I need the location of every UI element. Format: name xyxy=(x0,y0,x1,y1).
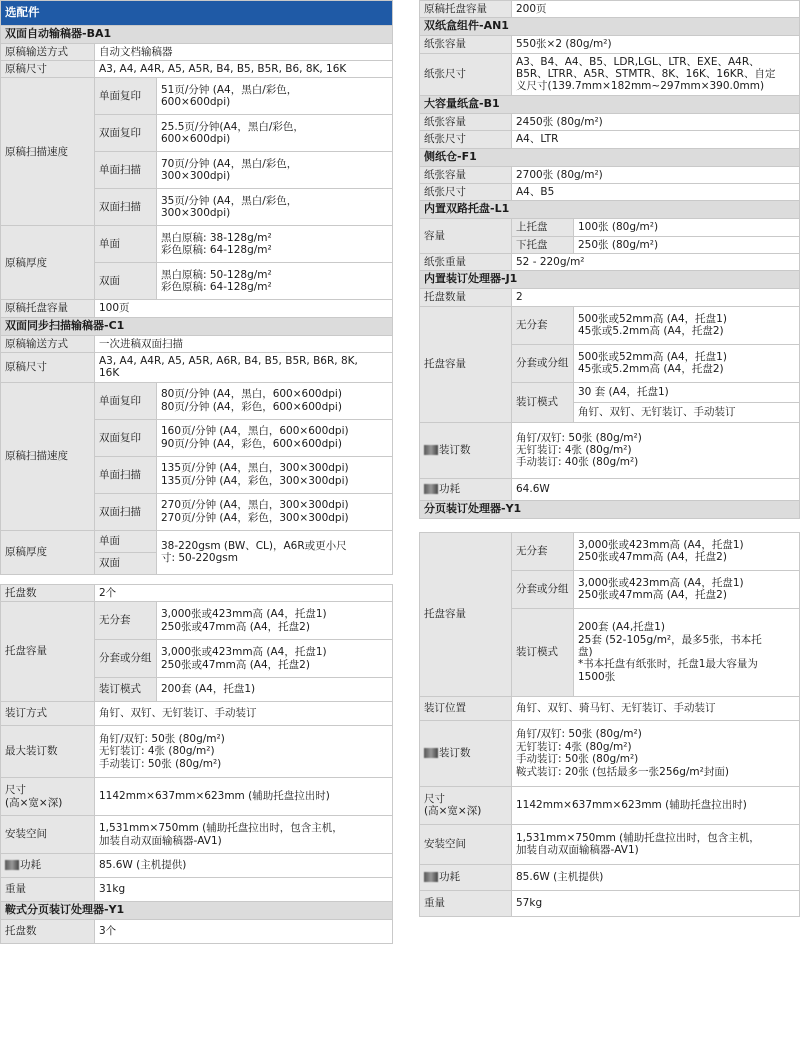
c1-thickness-mode: 单面 xyxy=(95,530,157,552)
finisher-max-staple-label: 最大装订数 xyxy=(1,726,95,778)
ba1-size-value: A3, A4, A4R, A5, A5R, B4, B5, B5R, B6, 8K, 16K xyxy=(95,60,393,77)
l1-weight-label: 纸张重量 xyxy=(420,254,512,271)
y1-weight-label: 重量 xyxy=(420,890,512,916)
y1-power-value: 85.6W (主机提供) xyxy=(512,864,800,890)
ba1-speed-value: 25.5页/分钟(A4，黑白/彩色， 600×600dpi) xyxy=(157,115,393,152)
section-ba1-heading: 双面自动输稿器-BA1 xyxy=(1,25,393,43)
section-f1-heading: 侧纸仓-F1 xyxy=(420,148,800,166)
b1-capacity-label: 纸张容量 xyxy=(420,113,512,130)
an1-size-value: A3、B4、A4、B5、LDR,LGL、LTR、EXE、A4R、 B5R、LTRR、A5R、STMTR、8K、16K、16KR、自定 义尺寸(139.7mm×182mm~297mm×390.0mm) xyxy=(512,53,800,95)
y1-space-value: 1,531mm×750mm (辅助托盘拉出时，包含主机， 加装自动双面输稿器-AV1) xyxy=(512,824,800,864)
redacted-mark xyxy=(424,484,438,494)
c1-thickness-label: 原稿厚度 xyxy=(1,530,95,574)
finisher-trays-label: 托盘数 xyxy=(1,584,95,601)
section-c1-heading: 双面同步扫描输稿器-C1 xyxy=(1,317,393,335)
c1-thickness-value: 38-220gsm (BW、CL)，A6R或更小尺 寸: 50-220gsm xyxy=(157,530,393,574)
finisher-capacity-label: 托盘容量 xyxy=(1,602,95,702)
ba1-size-label: 原稿尺寸 xyxy=(1,60,95,77)
redacted-mark xyxy=(424,748,438,758)
finisher-dimensions-label: 尺寸 (高×宽×深) xyxy=(1,778,95,816)
an1-size-label: 纸张尺寸 xyxy=(420,53,512,95)
y1-capacity-value: 3,000张或423mm高 (A4，托盘1) 250张或47mm高 (A4，托盘2) xyxy=(574,532,800,570)
finisher-capacity-value: 3,000张或423mm高 (A4，托盘1) 250张或47mm高 (A4，托盘2) xyxy=(157,640,393,678)
right-spec-table xyxy=(419,0,800,917)
ba1-speed-value: 70页/分钟 (A4，黑白/彩色， 300×300dpi) xyxy=(157,152,393,189)
j1-capacity-value: 30 套 (A4，托盘1) xyxy=(574,382,800,402)
section-saddle-heading: 鞍式分页装订处理器-Y1 xyxy=(1,902,393,920)
y1-capacity-mode: 无分套 xyxy=(512,532,574,570)
section-y1-heading: 分页装订处理器-Y1 xyxy=(420,500,800,518)
c1-speed-value: 80页/分钟 (A4，黑白，600×600dpi) 80页/分钟 (A4，彩色，600×600dpi) xyxy=(157,382,393,419)
finisher-staple-value: 角钉、双钉、无钉装订、手动装订 xyxy=(95,702,393,726)
finisher-trays-value: 2个 xyxy=(95,584,393,601)
finisher-power-label: 功耗 xyxy=(1,854,95,878)
f1-size-label: 纸张尺寸 xyxy=(420,183,512,200)
an1-capacity-value: 550张×2 (80g/m²) xyxy=(512,36,800,53)
j1-power-label: 功耗 xyxy=(420,478,512,500)
y1-capacity-mode: 分套或分组 xyxy=(512,570,574,608)
c1-speed-mode: 双面扫描 xyxy=(95,493,157,530)
ba1-speed-mode: 单面复印 xyxy=(95,78,157,115)
finisher-weight-value: 31kg xyxy=(95,878,393,902)
top-tray-value: 200页 xyxy=(512,1,800,18)
right-column xyxy=(419,0,800,917)
y1-max-staple-label: 装订数 xyxy=(420,720,512,786)
y1-dimensions-label: 尺寸 (高×宽×深) xyxy=(420,786,512,824)
y1-capacity-value: 3,000张或423mm高 (A4，托盘1) 250张或47mm高 (A4，托盘2) xyxy=(574,570,800,608)
left-spec-table xyxy=(0,0,393,944)
c1-thickness-mode: 双面 xyxy=(95,552,157,574)
c1-feed-value: 一次进稿双面扫描 xyxy=(95,335,393,352)
finisher-capacity-mode: 装订模式 xyxy=(95,678,157,702)
j1-trays-label: 托盘数量 xyxy=(420,289,512,306)
finisher-space-label: 安装空间 xyxy=(1,816,95,854)
j1-trays-value: 2 xyxy=(512,289,800,306)
j1-max-staple-label: 装订数 xyxy=(420,422,512,478)
finisher-power-value: 85.6W (主机提供) xyxy=(95,854,393,878)
ba1-thickness-label: 原稿厚度 xyxy=(1,226,95,300)
saddle-trays-label: 托盘数 xyxy=(1,920,95,944)
redacted-mark xyxy=(424,872,438,882)
ba1-feed-label: 原稿输送方式 xyxy=(1,43,95,60)
options-title: 选配件 xyxy=(1,1,393,26)
j1-capacity-mode: 分套或分组 xyxy=(512,344,574,382)
section-l1-heading: 内置双路托盘-L1 xyxy=(420,201,800,219)
ba1-thickness-value: 黑白原稿: 50-128g/m² 彩色原稿: 64-128g/m² xyxy=(157,263,393,300)
y1-capacity-label: 托盘容量 xyxy=(420,532,512,696)
c1-speed-value: 270页/分钟 (A4，黑白，300×300dpi) 270页/分钟 (A4，彩色，300×300dpi) xyxy=(157,493,393,530)
ba1-thickness-mode: 双面 xyxy=(95,263,157,300)
c1-speed-value: 135页/分钟 (A4，黑白，300×300dpi) 135页/分钟 (A4，彩色，300×300dpi) xyxy=(157,456,393,493)
c1-feed-label: 原稿输送方式 xyxy=(1,335,95,352)
finisher-capacity-mode: 无分套 xyxy=(95,602,157,640)
f1-capacity-label: 纸张容量 xyxy=(420,166,512,183)
y1-power-label: 功耗 xyxy=(420,864,512,890)
l1-weight-value: 52 - 220g/m² xyxy=(512,254,800,271)
y1-capacity-mode: 装订模式 xyxy=(512,608,574,696)
l1-capacity-mode: 下托盘 xyxy=(512,236,574,253)
b1-size-label: 纸张尺寸 xyxy=(420,131,512,148)
y1-position-label: 装订位置 xyxy=(420,696,512,720)
top-tray-label: 原稿托盘容量 xyxy=(420,1,512,18)
y1-capacity-value: 200套 (A4,托盘1) 25套 (52-105g/m²，最多5张，书本托 盘) *书本托盘有纸张时，托盘1最大容量为 1500张 xyxy=(574,608,800,696)
section-an1-heading: 双纸盒组件-AN1 xyxy=(420,18,800,36)
c1-speed-label: 原稿扫描速度 xyxy=(1,382,95,530)
j1-capacity-mode: 装订模式 xyxy=(512,382,574,422)
l1-capacity-value: 100张 (80g/m²) xyxy=(574,219,800,236)
ba1-tray-value: 100页 xyxy=(95,300,393,317)
y1-position-value: 角钉、双钉、骑马钉、无钉装订、手动装订 xyxy=(512,696,800,720)
finisher-capacity-value: 200套 (A4，托盘1) xyxy=(157,678,393,702)
an1-capacity-label: 纸张容量 xyxy=(420,36,512,53)
ba1-tray-label: 原稿托盘容量 xyxy=(1,300,95,317)
j1-capacity-value: 500张或52mm高 (A4，托盘1) 45张或5.2mm高 (A4，托盘2) xyxy=(574,344,800,382)
j1-max-staple-value: 角钉/双钉: 50张 (80g/m²) 无钉装订: 4张 (80g/m²) 手动装订: 40张 (80g/m²) xyxy=(512,422,800,478)
ba1-speed-mode: 单面扫描 xyxy=(95,152,157,189)
c1-speed-value: 160页/分钟 (A4，黑白，600×600dpi) 90页/分钟 (A4，彩色，600×600dpi) xyxy=(157,419,393,456)
redacted-mark xyxy=(424,445,438,455)
y1-space-label: 安装空间 xyxy=(420,824,512,864)
ba1-speed-mode: 双面复印 xyxy=(95,115,157,152)
finisher-staple-label: 装订方式 xyxy=(1,702,95,726)
section-b1-heading: 大容量纸盒-B1 xyxy=(420,95,800,113)
c1-size-label: 原稿尺寸 xyxy=(1,353,95,383)
c1-speed-mode: 单面复印 xyxy=(95,382,157,419)
ba1-speed-mode: 双面扫描 xyxy=(95,189,157,226)
ba1-feed-value: 自动文档输稿器 xyxy=(95,43,393,60)
redacted-mark xyxy=(5,860,19,870)
j1-capacity-label: 托盘容量 xyxy=(420,306,512,422)
y1-dimensions-value: 1142mm×637mm×623mm (辅助托盘拉出时) xyxy=(512,786,800,824)
ba1-thickness-mode: 单面 xyxy=(95,226,157,263)
j1-capacity-value: 500张或52mm高 (A4，托盘1) 45张或5.2mm高 (A4，托盘2) xyxy=(574,306,800,344)
finisher-capacity-mode: 分套或分组 xyxy=(95,640,157,678)
section-j1-heading: 内置装订处理器-J1 xyxy=(420,271,800,289)
f1-capacity-value: 2700张 (80g/m²) xyxy=(512,166,800,183)
j1-capacity-mode: 无分套 xyxy=(512,306,574,344)
saddle-trays-value: 3个 xyxy=(95,920,393,944)
c1-speed-mode: 双面复印 xyxy=(95,419,157,456)
c1-size-value: A3, A4, A4R, A5, A5R, A6R, B4, B5, B5R, B6R, 8K, 16K xyxy=(95,353,393,383)
b1-capacity-value: 2450张 (80g/m²) xyxy=(512,113,800,130)
y1-max-staple-value: 角钉/双钉: 50张 (80g/m²) 无钉装订: 4张 (80g/m²) 手动装订: 50张 (80g/m²) 鞍式装订: 20张 (包括最多一张256g/m²封面) xyxy=(512,720,800,786)
ba1-thickness-value: 黑白原稿: 38-128g/m² 彩色原稿: 64-128g/m² xyxy=(157,226,393,263)
b1-size-value: A4、LTR xyxy=(512,131,800,148)
y1-weight-value: 57kg xyxy=(512,890,800,916)
finisher-capacity-value: 3,000张或423mm高 (A4，托盘1) 250张或47mm高 (A4，托盘2) xyxy=(157,602,393,640)
ba1-speed-value: 35页/分钟 (A4，黑白/彩色， 300×300dpi) xyxy=(157,189,393,226)
l1-capacity-mode: 上托盘 xyxy=(512,219,574,236)
finisher-weight-label: 重量 xyxy=(1,878,95,902)
finisher-max-staple-value: 角钉/双钉: 50张 (80g/m²) 无钉装订: 4张 (80g/m²) 手动装订: 50张 (80g/m²) xyxy=(95,726,393,778)
finisher-space-value: 1,531mm×750mm (辅助托盘拉出时，包含主机， 加装自动双面输稿器-AV1) xyxy=(95,816,393,854)
f1-size-value: A4、B5 xyxy=(512,183,800,200)
l1-capacity-label: 容量 xyxy=(420,219,512,254)
c1-speed-mode: 单面扫描 xyxy=(95,456,157,493)
ba1-speed-label: 原稿扫描速度 xyxy=(1,78,95,226)
l1-capacity-value: 250张 (80g/m²) xyxy=(574,236,800,253)
finisher-dimensions-value: 1142mm×637mm×623mm (辅助托盘拉出时) xyxy=(95,778,393,816)
left-column xyxy=(0,0,393,944)
j1-power-value: 64.6W xyxy=(512,478,800,500)
j1-staple-types: 角钉、双钉、无钉装订、手动装订 xyxy=(574,402,800,422)
ba1-speed-value: 51页/分钟 (A4，黑白/彩色， 600×600dpi) xyxy=(157,78,393,115)
